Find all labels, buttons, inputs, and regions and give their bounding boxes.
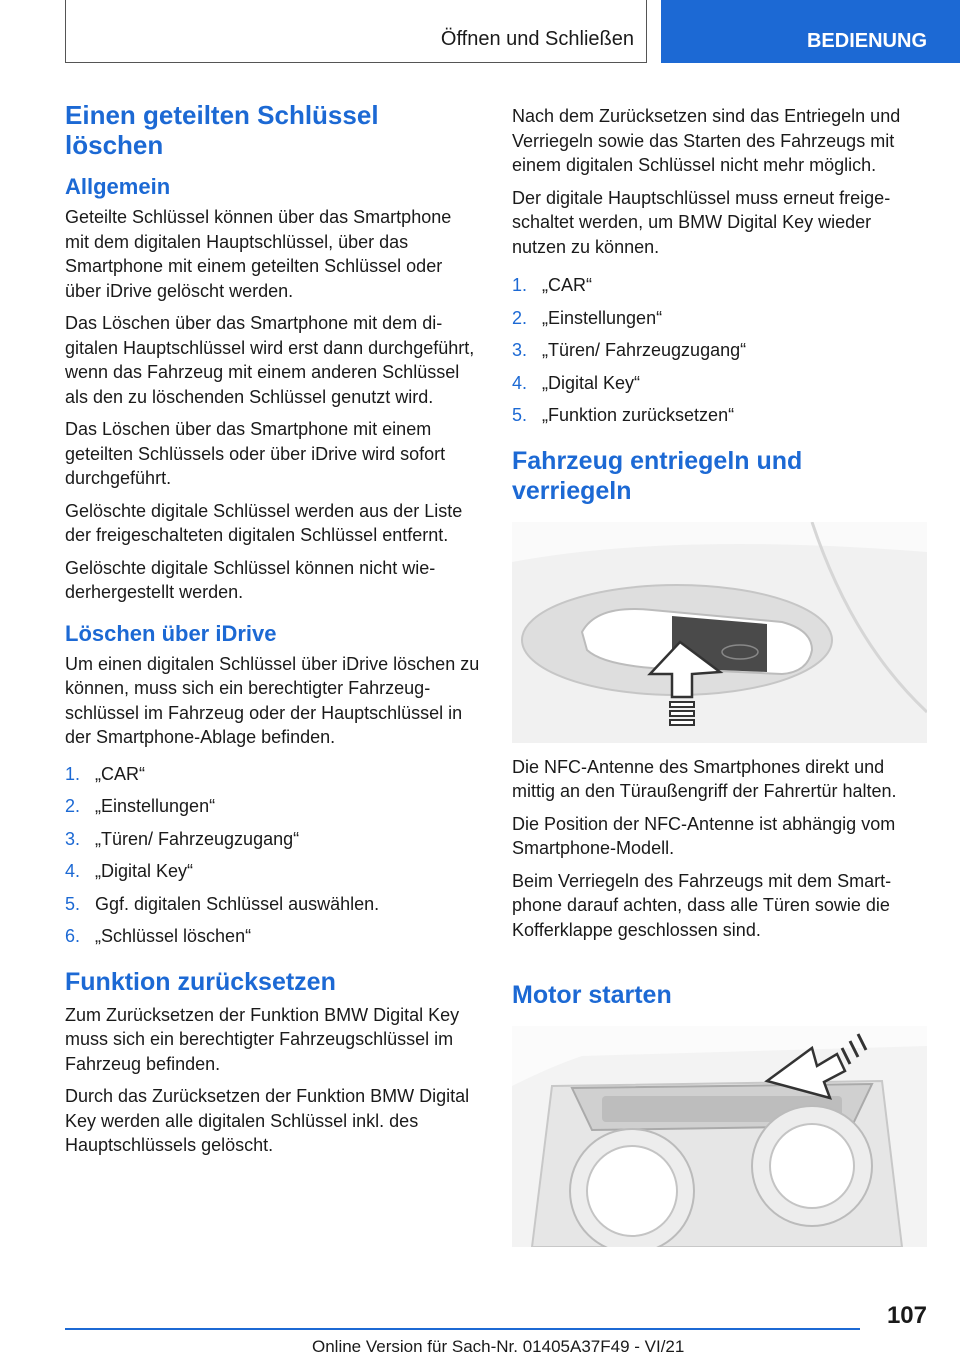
step-text: „Digital Key“ bbox=[542, 372, 641, 393]
reset-steps-list bbox=[512, 273, 927, 428]
paragraph: Das Löschen über das Smartphone mit dem digitalen Hauptschlüssel wird erst dann durchgeführt, wenn das Fahrzeug mit einem anderen Schlüssel als den zu löschenden Schlüssel genutzt wird. bbox=[65, 313, 475, 407]
heading-start-engine: Motor starten bbox=[512, 981, 672, 1009]
header-chapter: Öffnen und Schließen bbox=[440, 28, 634, 50]
section-title-delete-shared-key: Einen geteilten Schlüssel löschen bbox=[65, 100, 379, 160]
heading-delete-via-idrive: Löschen über iDrive bbox=[65, 620, 277, 646]
step-number: 3. bbox=[512, 340, 528, 360]
paragraph: Beim Verriegeln des Fahrzeugs mit dem Smartphone darauf achten, dass alle Türen sowie die Kofferklappe geschlossen sind. bbox=[512, 870, 892, 940]
step-text: „Türen/ Fahrzeugzugang“ bbox=[95, 828, 300, 849]
paragraph: Nach dem Zurücksetzen sind das Entriegeln und Verriegeln sowie das Starten des Fahrzeugs mit einem digitalen Schlüssel nicht mehr möglich. bbox=[512, 106, 901, 175]
footer-version-text: Online Version für Sach-Nr. 01405A37F49 - VI/21 bbox=[312, 1337, 685, 1356]
heading-reset-function: Funktion zurücksetzen bbox=[65, 967, 336, 996]
list-item bbox=[65, 762, 480, 787]
list-item bbox=[65, 794, 480, 819]
paragraph: Um einen digitalen Schlüssel über iDrive löschen zu können, muss sich ein berechtigter Fahrzeugschlüssel im Fahrzeug oder der Hauptschlüssel in der Smartphone-Ablage befinden. bbox=[65, 653, 480, 747]
header-frame bbox=[65, 0, 647, 63]
step-number: 2. bbox=[512, 307, 528, 328]
left-column bbox=[65, 100, 480, 1166]
list-item bbox=[65, 827, 480, 852]
door-handle-drawing bbox=[512, 522, 927, 743]
step-number: 1. bbox=[65, 763, 81, 784]
header-section-tab: BEDIENUNG bbox=[661, 0, 960, 63]
step-number: 1. bbox=[512, 275, 528, 295]
paragraph: Geteilte Schlüssel können über das Smartphone mit dem digitalen Hauptschlüssel, über das Smartphone mit einem geteilten Schlüssel oder über iDrive gelöscht werden. bbox=[65, 207, 452, 301]
idrive-steps-list bbox=[65, 762, 480, 949]
paragraph: Die Position der NFC-Antenne ist abhängig vom Smartphone-Modell. bbox=[512, 813, 896, 858]
step-number: 4. bbox=[512, 372, 528, 393]
step-text: „Digital Key“ bbox=[95, 861, 194, 881]
center-console-illustration bbox=[512, 1026, 927, 1247]
step-text: „CAR“ bbox=[95, 763, 145, 784]
paragraph: Gelöschte digitale Schlüssel können nicht wiederhergestellt werden. bbox=[65, 557, 436, 602]
list-item bbox=[512, 338, 927, 363]
step-number: 6. bbox=[65, 926, 81, 946]
step-number: 5. bbox=[65, 893, 81, 914]
step-number: 3. bbox=[65, 828, 81, 849]
list-item bbox=[512, 371, 927, 396]
list-item bbox=[512, 273, 927, 298]
step-text: „Schlüssel löschen“ bbox=[95, 926, 252, 946]
paragraph: Zum Zurücksetzen der Funktion BMW Digital Key muss sich ein berechtigter Fahrzeugschlüssel im Fahrzeug befinden. bbox=[65, 1004, 460, 1074]
step-text: „Einstellungen“ bbox=[95, 796, 216, 816]
step-text: „Einstellungen“ bbox=[542, 307, 663, 328]
step-number: 4. bbox=[65, 861, 81, 881]
step-number: 5. bbox=[512, 405, 528, 425]
paragraph: Durch das Zurücksetzen der Funktion BMW Digital Key werden alle digitalen Schlüssel inkl. des Hauptschlüssels gelöscht. bbox=[65, 1086, 470, 1155]
door-handle-illustration bbox=[512, 522, 927, 743]
right-column bbox=[512, 100, 927, 1247]
list-item bbox=[65, 892, 480, 917]
step-text: „CAR“ bbox=[542, 275, 592, 295]
paragraph: Die NFC-Antenne des Smartphones direkt und mittig an den Türaußengriff der Fahrertür halten. bbox=[512, 756, 897, 801]
step-text: Ggf. digitalen Schlüssel auswählen. bbox=[95, 893, 380, 914]
page-number: 107 bbox=[886, 1302, 927, 1329]
heading-general: Allgemein bbox=[65, 174, 171, 199]
center-console-drawing bbox=[512, 1026, 927, 1247]
paragraph: Der digitale Hauptschlüssel muss erneut freigeschaltet werden, um BMW Digital Key wieder nutzen zu können. bbox=[512, 187, 891, 257]
list-item bbox=[65, 859, 480, 884]
list-item bbox=[65, 924, 480, 949]
list-item bbox=[512, 306, 927, 331]
list-item bbox=[512, 403, 927, 428]
paragraph: Gelöschte digitale Schlüssel werden aus der Liste der freigeschalteten digitalen Schlüssel entfernt. bbox=[65, 500, 463, 545]
step-text: „Funktion zurücksetzen“ bbox=[542, 405, 735, 425]
footer-divider bbox=[65, 1328, 860, 1330]
step-number: 2. bbox=[65, 796, 81, 816]
heading-unlock-lock-vehicle: Fahrzeug entriegeln und verriegeln bbox=[512, 446, 803, 505]
step-text: „Türen/ Fahrzeugzugang“ bbox=[542, 340, 747, 360]
paragraph: Das Löschen über das Smartphone mit einem geteilten Schlüssels oder über iDrive wird sofort durchgeführt. bbox=[65, 419, 446, 488]
